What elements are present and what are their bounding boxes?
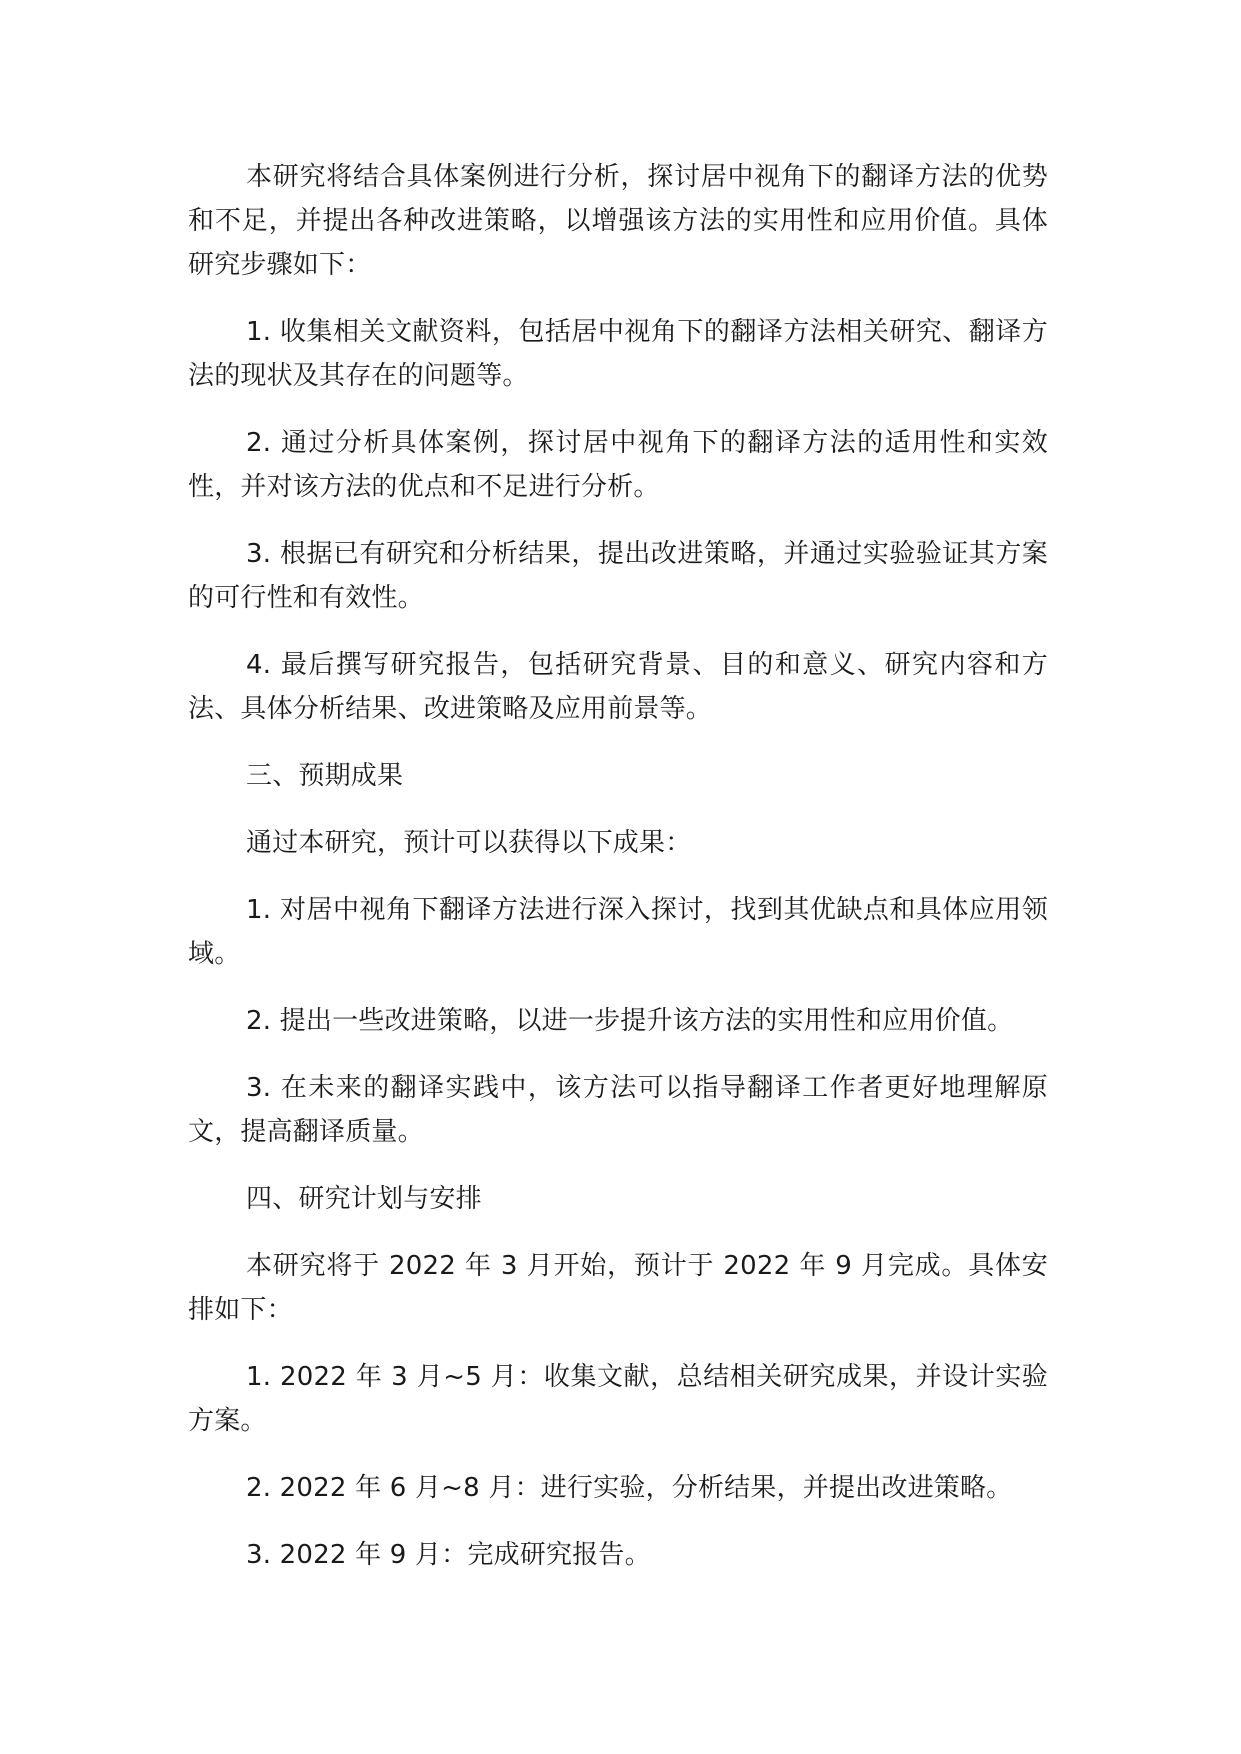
paragraph-result-1: 1. 对居中视角下翻译方法进行深入探讨，找到其优缺点和具体应用领域。 [188,895,1048,969]
paragraph-step-3: 3. 根据已有研究和分析结果，提出改进策略，并通过实验验证其方案的可行性和有效性。 [188,539,1048,613]
paragraph-plan-2: 2. 2022 年 6 月~8 月：进行实验，分析结果，并提出改进策略。 [246,1473,1013,1503]
section-heading-expected-results: 三、预期成果 [246,761,404,791]
paragraph-result-3: 3. 在未来的翻译实践中，该方法可以指导翻译工作者更好地理解原文，提高翻译质量。 [188,1073,1048,1147]
paragraph-results-intro: 通过本研究，预计可以获得以下成果： [246,828,692,858]
paragraph-result-2: 2. 提出一些改进策略，以进一步提升该方法的实用性和应用价值。 [246,1006,1014,1036]
paragraph-step-4: 4. 最后撰写研究报告，包括研究背景、目的和意义、研究内容和方法、具体分析结果、改进策略及应用前景等。 [188,650,1048,724]
paragraph-step-1: 1. 收集相关文献资料，包括居中视角下的翻译方法相关研究、翻译方法的现状及其存在的问题等。 [188,317,1048,391]
paragraph-plan-1: 1. 2022 年 3 月~5 月：收集文献，总结相关研究成果，并设计实验方案。 [188,1362,1048,1436]
paragraph-plan-3: 3. 2022 年 9 月：完成研究报告。 [246,1540,651,1570]
paragraph-step-2: 2. 通过分析具体案例，探讨居中视角下的翻译方法的适用性和实效性，并对该方法的优点和不足进行分析。 [188,428,1048,502]
paragraph-intro: 本研究将结合具体案例进行分析，探讨居中视角下的翻译方法的优势和不足，并提出各种改进策略，以增强该方法的实用性和应用价值。具体研究步骤如下： [188,162,1048,280]
paragraph-plan-intro: 本研究将于 2022 年 3 月开始，预计于 2022 年 9 月完成。具体安排如下： [188,1251,1048,1325]
document-body [188,155,1048,1600]
section-heading-plan: 四、研究计划与安排 [246,1184,482,1214]
